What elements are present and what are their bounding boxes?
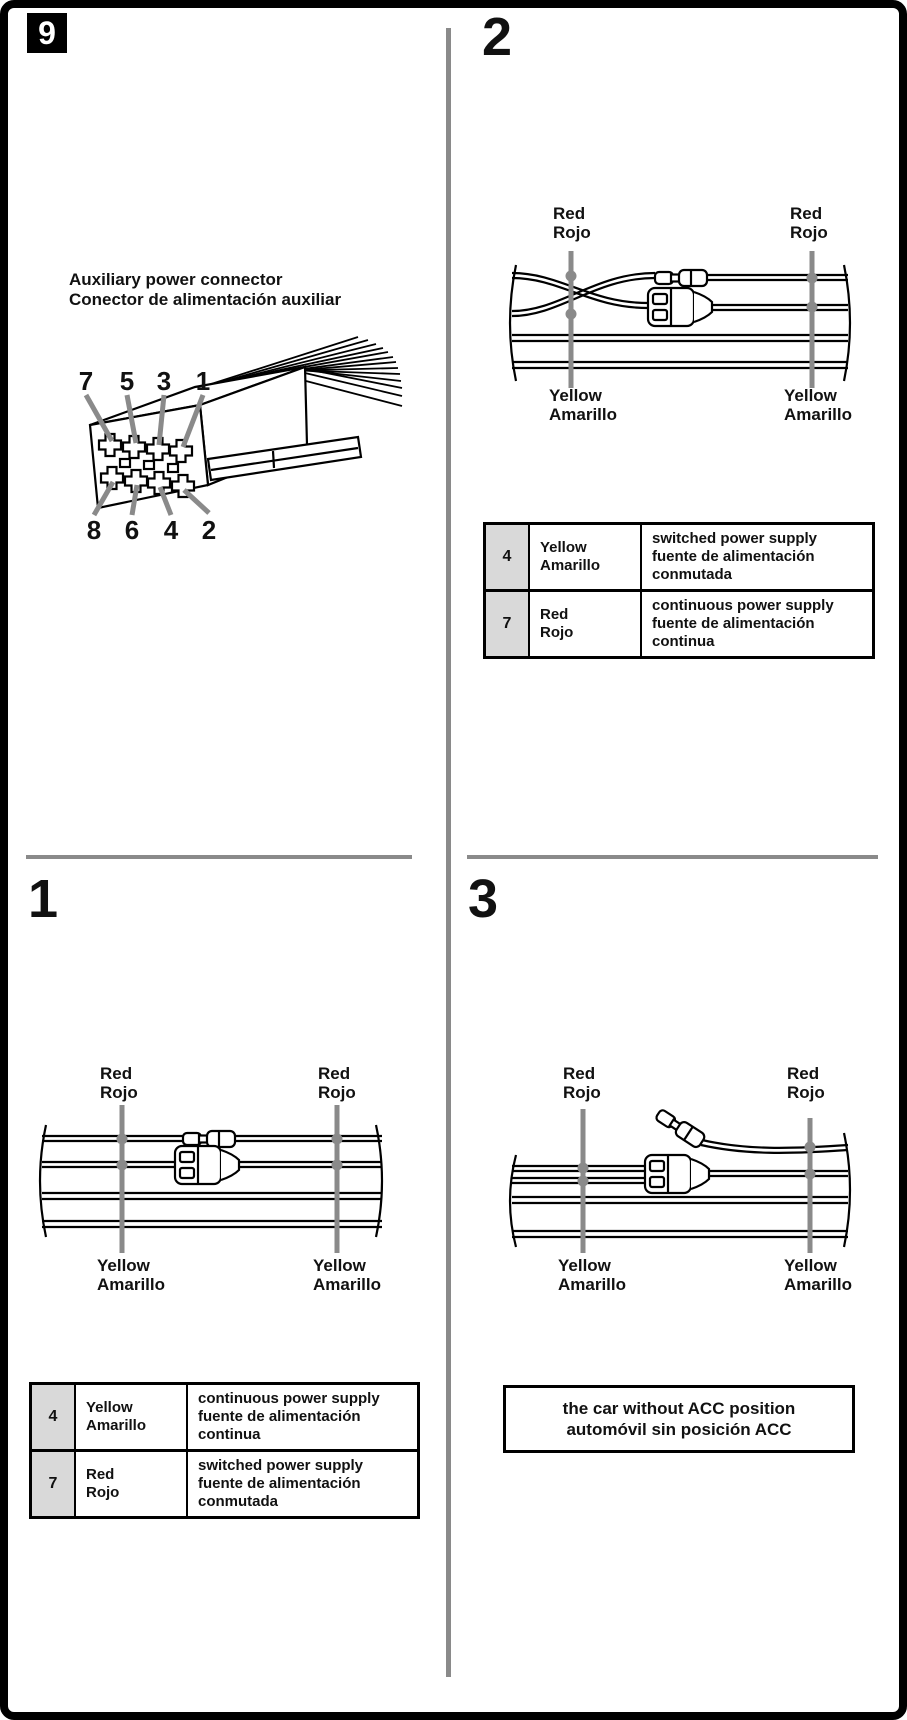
table-row <box>32 1449 417 1516</box>
section-divider-right <box>467 855 878 859</box>
connector-caption <box>69 270 341 310</box>
color-cell: Yellow Amarillo <box>530 525 642 589</box>
wire-label-yellow-left-3: Yellow Amarillo <box>558 1256 627 1294</box>
harness-left-edge <box>510 265 516 381</box>
step-3-number: 3 <box>468 869 499 929</box>
pin-cell: 7 <box>32 1452 76 1516</box>
pin-cell: 4 <box>486 525 530 589</box>
wire-label-yellow-left-2: Yellow Amarillo <box>549 386 618 424</box>
wire-label-red-right-2: Red Rojo <box>790 204 828 242</box>
harness-left-edge <box>510 1155 516 1247</box>
wire-markers <box>117 1105 343 1253</box>
color-cell: Yellow Amarillo <box>76 1385 188 1449</box>
section-divider-left <box>26 855 412 859</box>
pin-number-5: 5 <box>119 366 135 396</box>
auxiliary-connector-illustration <box>58 333 403 548</box>
block-connector <box>645 1155 709 1193</box>
pin-cell: 4 <box>32 1385 76 1449</box>
column-divider <box>446 28 451 1677</box>
connection-table-1 <box>29 1382 420 1519</box>
acc-note-box <box>503 1385 855 1453</box>
bullet-connector <box>654 1107 706 1149</box>
description-cell: switched power supply fuente de alimentación conmutada <box>652 530 818 583</box>
color-cell: Red Rojo <box>530 592 642 656</box>
wire-label-yellow-left-1: Yellow Amarillo <box>97 1256 166 1294</box>
table-row <box>32 1385 417 1449</box>
bullet-connector <box>183 1131 235 1147</box>
pin-number-6: 6 <box>124 515 140 545</box>
description-cell: continuous power supply fuente de alimentación continua <box>652 597 834 650</box>
bullet-connector <box>655 270 707 286</box>
table-row <box>486 525 872 589</box>
lifted-wire <box>701 1140 848 1153</box>
pin-number-1: 1 <box>195 366 211 396</box>
step-9-number: 9 <box>38 14 56 51</box>
connector-caption-en: Auxiliary power connector <box>69 270 283 289</box>
acc-note-es: automóvil sin posición ACC <box>566 1420 792 1439</box>
wire-label-yellow-right-3: Yellow Amarillo <box>784 1256 853 1294</box>
wire-label-yellow-right-1: Yellow Amarillo <box>313 1256 382 1294</box>
pin-number-2: 2 <box>201 515 217 545</box>
harness-wires <box>512 335 848 368</box>
connector-caption-es: Conector de alimentación auxiliar <box>69 290 342 309</box>
pin-number-8: 8 <box>86 515 102 545</box>
wire-label-red-left-1: Red Rojo <box>100 1064 138 1102</box>
table-row <box>486 589 872 656</box>
acc-note-en: the car without ACC position <box>562 1399 796 1418</box>
description-cell: switched power supply fuente de alimentación conmutada <box>198 1457 364 1510</box>
wire-label-red-left-3: Red Rojo <box>563 1064 601 1102</box>
wiring-diagram-1 <box>30 1095 390 1255</box>
block-connector <box>175 1146 239 1184</box>
harness-right-edge <box>844 265 850 381</box>
color-cell: Red Rojo <box>76 1452 188 1516</box>
step-9-badge <box>27 13 67 53</box>
step-1-number: 1 <box>28 869 59 929</box>
wiring-diagram-3 <box>505 1105 855 1255</box>
wire-label-red-left-2: Red Rojo <box>553 204 591 242</box>
wire-label-yellow-right-2: Yellow Amarillo <box>784 386 853 424</box>
wire-label-red-right-3: Red Rojo <box>787 1064 825 1102</box>
connection-table-2 <box>483 522 875 659</box>
pin-number-4: 4 <box>163 515 179 545</box>
wiring-diagram-2 <box>505 245 855 395</box>
pin-number-7: 7 <box>78 366 94 396</box>
wire-label-red-right-1: Red Rojo <box>318 1064 356 1102</box>
description-cell: continuous power supply fuente de alimentación continua <box>198 1390 380 1443</box>
pin-number-3: 3 <box>156 366 172 396</box>
step-2-number: 2 <box>482 7 513 67</box>
pin-cell: 7 <box>486 592 530 656</box>
block-connector <box>648 288 712 326</box>
